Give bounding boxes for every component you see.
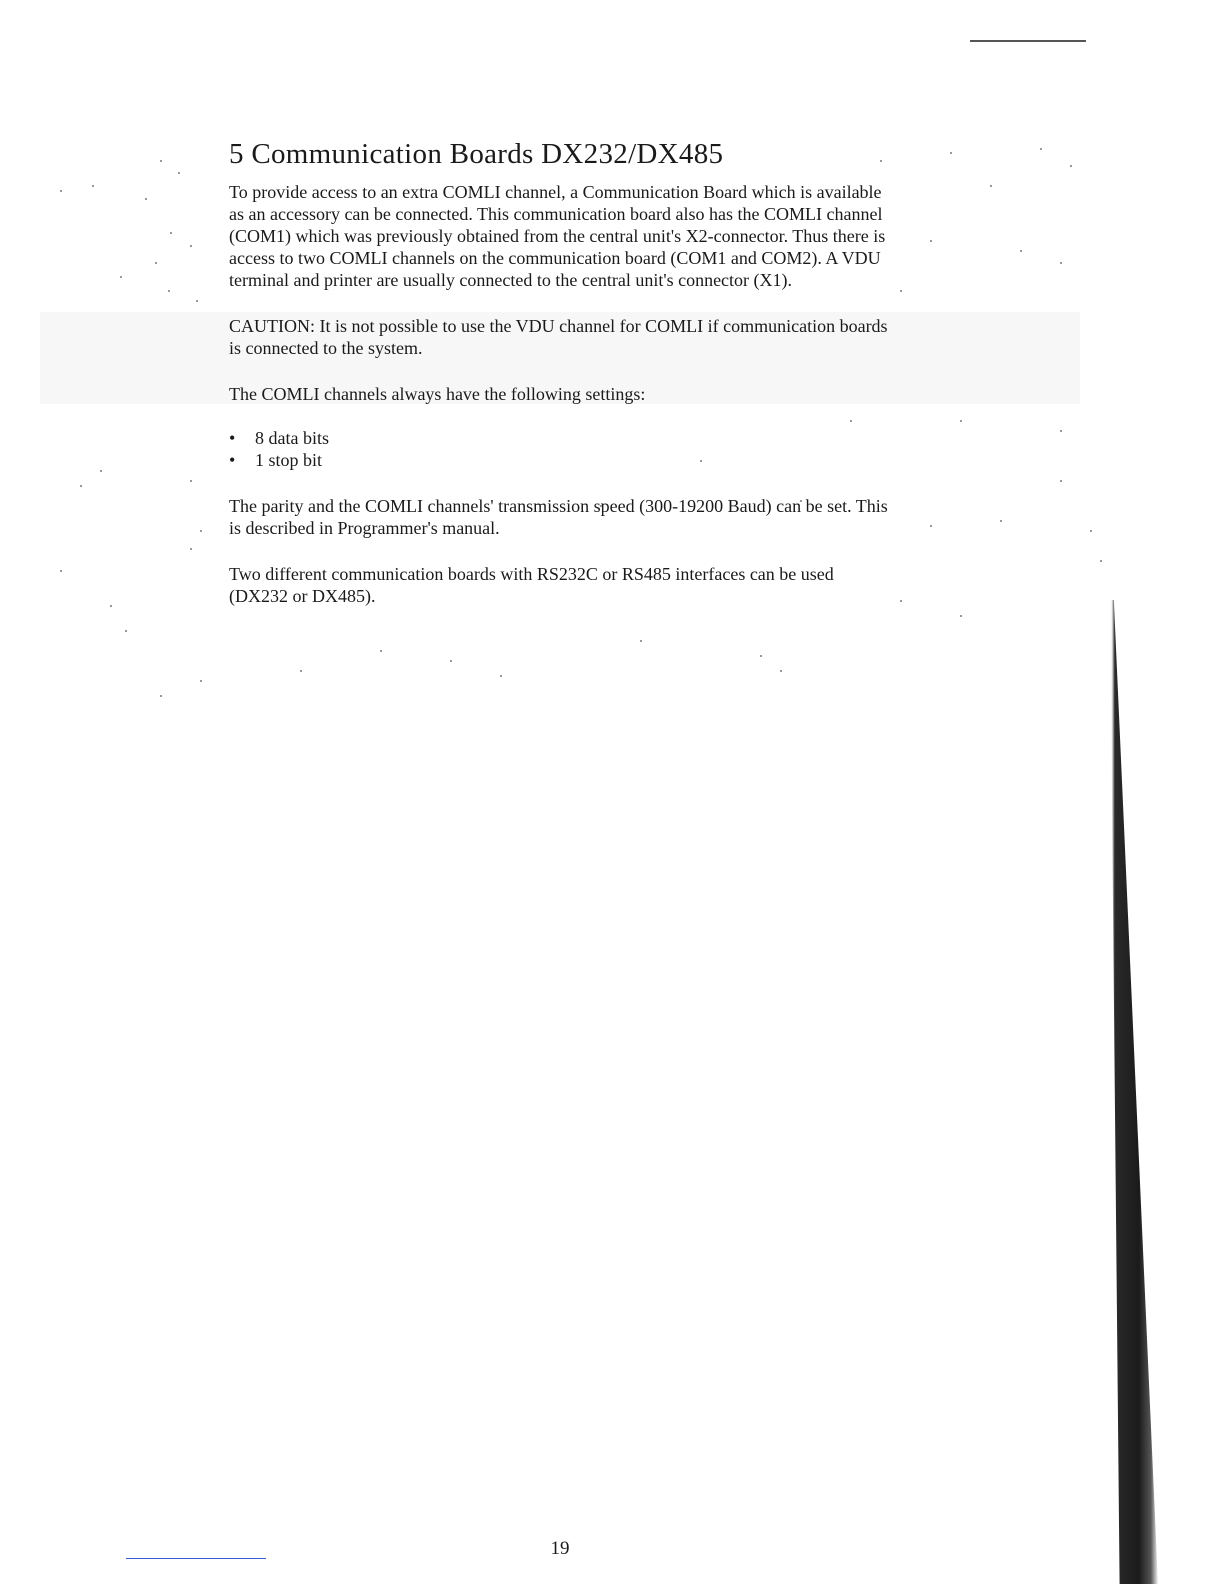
top-rule	[970, 40, 1086, 42]
section-heading: 5 Communication Boards DX232/DX485	[229, 138, 724, 170]
boards-paragraph: Two different communication boards with RS232C or RS485 interfaces can be used (DX232 or DX485).	[229, 564, 834, 606]
parity-paragraph: The parity and the COMLI channels' transmission speed (300-19200 Baud) can be set. This is described in Programmer's manual.	[229, 496, 888, 538]
caution-paragraph: CAUTION: It is not possible to use the VDU channel for COMLI if communication boards is connected to the system.	[229, 316, 888, 358]
intro-paragraph: To provide access to an extra COMLI channel, a Communication Board which is available as an accessory can be connected. This communication board also has the COMLI channel (COM1) which was previously obtained from the central unit's X2-connector. Thus there is access to two COMLI channels on the communication board (COM1 and COM2). A VDU terminal and printer are usually connected to the central unit's connector (X1).	[229, 182, 886, 290]
page-number: 19	[550, 1538, 570, 1559]
list-item	[229, 427, 889, 449]
settings-intro-paragraph: The COMLI channels always have the following settings:	[229, 384, 646, 404]
bullet-icon: •	[229, 450, 236, 470]
setting-data-bits: 8 data bits	[255, 428, 329, 448]
document-body	[229, 138, 889, 607]
settings-list	[229, 427, 889, 471]
page-edge-shadow	[1110, 600, 1158, 1584]
list-item	[229, 449, 889, 471]
setting-stop-bit: 1 stop bit	[255, 450, 323, 470]
bullet-icon: •	[229, 428, 236, 448]
